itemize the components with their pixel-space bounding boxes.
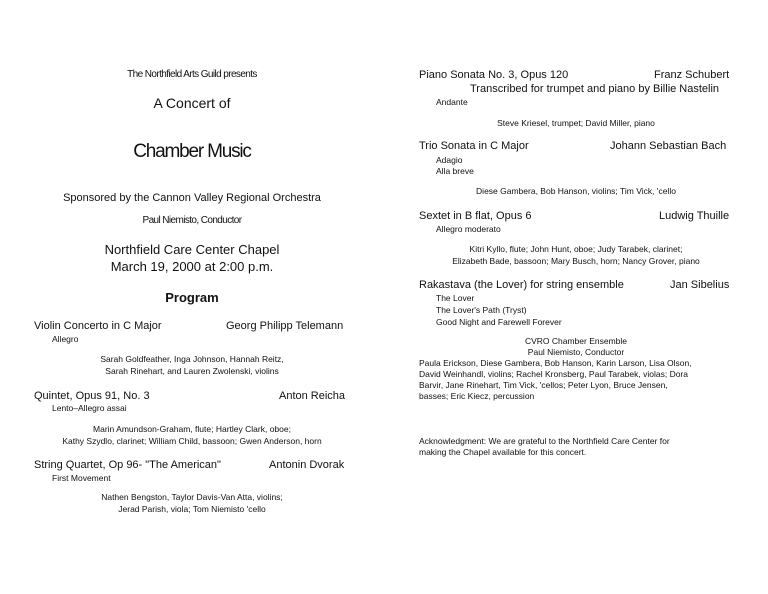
piece-movement: The Lover [436,293,475,303]
piece-movement: Allegro moderato [436,224,501,234]
date-line: March 19, 2000 at 2:00 p.m. [110,259,274,274]
piece-movement: Lento–Allegro assai [52,403,127,413]
piece-movement: Allegro [52,334,79,344]
concert-title: Chamber Music [133,141,251,162]
performers-line: Sarah Rinehart, and Lauren Zwolenski, violins [105,366,279,376]
piece-movement: Good Night and Farewell Forever [436,317,562,327]
acknowledgment-line: making the Chapel available for this concert. [419,447,587,457]
acknowledgment-line: Acknowledgment: We are grateful to the Northfield Care Center for [419,436,670,446]
program-heading: Program [165,290,219,305]
piece-composer: Anton Reicha [279,390,346,402]
piece-movement: The Lover's Path (Tryst) [436,305,527,315]
piece-movement: Alla breve [436,166,474,176]
performers-line: Kathy Szydlo, clarinet; William Child, bassoon; Gwen Anderson, horn [62,436,322,446]
sponsor-line: Sponsored by the Cannon Valley Regional Orchestra [63,192,321,204]
piece-composer: Jan Sibelius [670,279,730,291]
piece-title: Violin Concerto in C Major [34,320,162,332]
piece-composer: Johann Sebastian Bach [610,140,727,152]
ensemble-line: Paul Niemisto, Conductor [527,347,625,357]
piece-title: Rakastava (the Lover) for string ensemble [419,279,624,291]
roster-line: David Weinhandl, violins; Rachel Kronsberg, Paul Tarabek, violas; Dora [419,369,688,379]
piece-composer: Antonin Dvorak [269,459,345,471]
piece-movement: Adagio [436,155,463,165]
roster-line: Barvir, Jane Rinehart, Tim Vick, 'cellos; Peter Lyon, Bruce Jensen, [419,380,668,390]
piece-title: Trio Sonata in C Major [419,140,529,152]
piece-movement: Andante [436,97,468,107]
conductor-line: Paul Niemisto, Conductor [142,215,242,226]
piece-title: Sextet in B flat, Opus 6 [419,210,532,222]
performers-line: Diese Gambera, Bob Hanson, violins; Tim Vick, 'cello [476,186,676,196]
ensemble-line: CVRO Chamber Ensemble [524,336,628,346]
piece-title: Piano Sonata No. 3, Opus 120 [419,69,569,81]
piece-composer: Franz Schubert [654,69,730,81]
performers-line: Marin Amundson-Graham, flute; Hartley Clark, oboe; [93,424,291,434]
presenter-line: The Northfield Arts Guild presents [127,69,257,80]
performers-line: Jerad Parish, viola; Tom Niemisto 'cello [118,504,266,514]
performers-line: Sarah Goldfeather, Inga Johnson, Hannah Reitz, [100,354,284,364]
performers-line: Elizabeth Bade, bassoon; Mary Busch, horn; Nancy Grover, piano [452,256,700,266]
performers-line: Kitri Kyllo, flute; John Hunt, oboe; Judy Tarabek, clarinet; [469,244,683,254]
venue-line: Northfield Care Center Chapel [104,242,280,257]
piece-note: Transcribed for trumpet and piano by Billie Nastelin [470,83,720,95]
performers-line: Steve Kriesel, trumpet; David Miller, piano [497,118,655,128]
roster-line: Paula Erickson, Diese Gambera, Bob Hanson, Karin Larson, Lisa Olson, [419,358,692,368]
piece-movement: First Movement [52,473,111,483]
program-right-panel [384,0,768,594]
performers-line: Nathen Bengston, Taylor Davis-Van Atta, violins; [101,492,283,502]
piece-composer: Georg Philipp Telemann [226,320,344,332]
piece-title: Quintet, Opus 91, No. 3 [34,390,150,402]
roster-line: basses; Eric Kiecz, percussion [419,391,535,401]
concert-line: A Concert of [153,95,231,111]
piece-title: String Quartet, Op 96- "The American" [34,459,221,471]
piece-composer: Ludwig Thuille [659,210,730,222]
